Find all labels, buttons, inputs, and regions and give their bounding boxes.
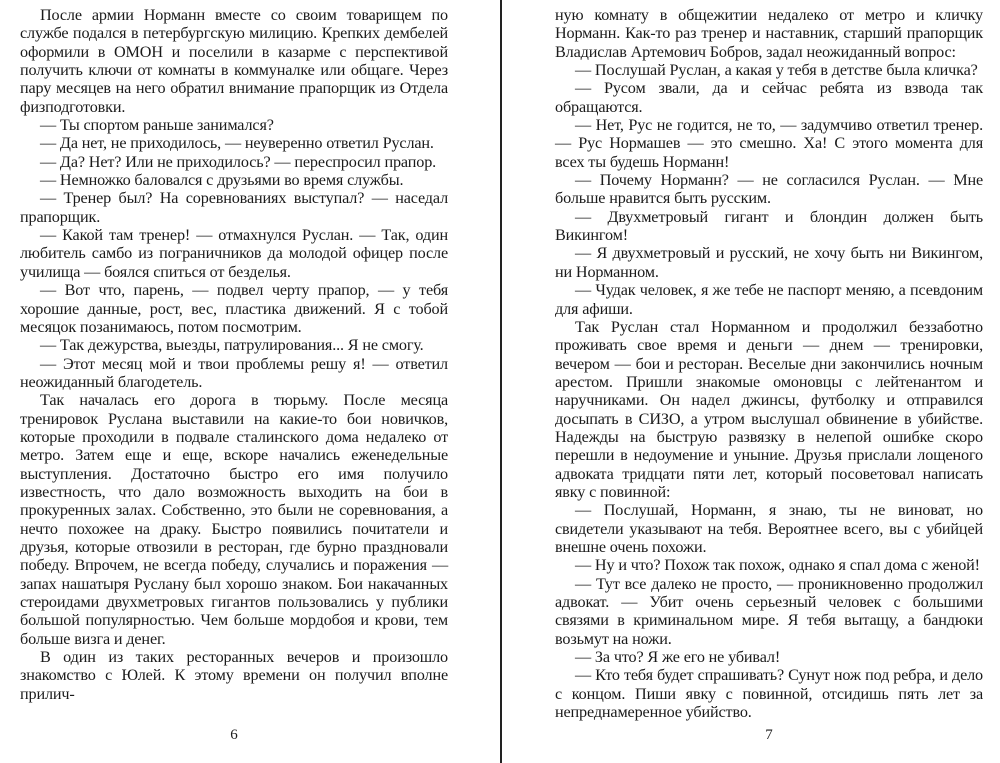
paragraph: — Послушай, Норманн, я знаю, ты не виноват, но свидетели указывают на тебя. Вероятнее всего, вы с убийцей внешне очень похожи. [555, 501, 983, 556]
left-page-number: 6 [230, 727, 238, 743]
page-divider [500, 0, 502, 763]
paragraph: — Тренер был? На соревнованиях выступал? — наседал прапорщик. [20, 189, 448, 226]
paragraph: — Кто тебя будет спрашивать? Сунут нож под ребра, и дело с концом. Пиши явку с повинной, отсидишь пять лет за непреднамеренное убийство. [555, 666, 983, 722]
paragraph: — Тут все далеко не просто, — проникновенно продолжил адвокат. — Убит очень серьезный человек с большими связями в криминальном мире. Я тебя вытащу, а бандюки возьмут на ножи. [555, 574, 983, 648]
right-page-number: 7 [765, 727, 773, 743]
paragraph: — Вот что, парень, — подвел черту прапор, — у тебя хорошие данные, рост, вес, пластика движений. Я с тобой месяцок позанимаюсь, потом посмотрим. [20, 281, 448, 336]
paragraph: — За что? Я же его не убивал! [575, 648, 781, 667]
paragraph: — Да нет, не приходилось, — неуверенно ответил Руслан. [40, 134, 434, 153]
paragraph: — Почему Норманн? — не согласился Руслан. — Мне больше нравится быть русским. [555, 171, 983, 208]
paragraph: Так Руслан стал Норманном и продолжил беззаботно проживать свое время и деньги — днем — тренировки, вечером — бои и ресторан. Веселые дни закончились ночным арестом. Пришли знакомые омоновцы с лейтенантом и наручниками. Он надел джинсы, футболку и отправился досыпать в СИЗО, а утром выслушал обвинение в убийстве. Надежды на быструю развязку в нелепой ошибке скоро перешли в недоумение и уныние. Друзья прислали лощеного адвоката тридцати пяти лет, который посоветовал написать явку с повинной: [555, 317, 983, 501]
paragraph: ную комнату в общежитии недалеко от метро и кличку Норманн. Как-то раз тренер и наставник, старший прапорщик Владислав Артемович Бобров, задал неожиданный вопрос: [555, 6, 983, 61]
paragraph: — Так дежурства, выезды, патрулирования... Я не смогу. [40, 336, 424, 355]
paragraph: — Какой там тренер! — отмахнулся Руслан. — Так, один любитель самбо из пограничников да молодой офицер после училища — боялся спиться от безделья. [20, 226, 448, 281]
left-page [20, 6, 448, 703]
right-page [555, 6, 983, 721]
paragraph: В один из таких ресторанных вечеров и произошло знакомство с Юлей. К этому времени он получил вполне прилич- [20, 648, 448, 703]
paragraph: После армии Норманн вместе со своим товарищем по службе подался в петербургскую милицию. Крепких дембелей оформили в ОМОН и поселили в казарме с перспективой получить ключи от комнаты в коммуналке или общаге. Через пару месяцев на него обратил внимание прапорщик из Отдела физподготовки. [20, 6, 448, 116]
paragraph: — Немножко баловался с друзьями во время службы. [40, 171, 404, 190]
paragraph: — Ну и что? Похож так похож, однако я спал дома с женой! [575, 556, 980, 575]
paragraph: — Послушай Руслан, а какая у тебя в детстве была кличка? [575, 61, 978, 80]
paragraph: — Русом звали, да и сейчас ребята из взвода так обращаются. [555, 79, 983, 116]
paragraph: Так началась его дорога в тюрьму. После месяца тренировок Руслана выставили на какие-то бои новичков, которые проходили в подвале сталинского дома недалеко от метро. Затем еще и еще, вскоре начались еженедельные выступления. Достаточно быстро его имя получило известность, что дало возможность выходить на бои в прокуренных залах. Собственно, это были не соревнования, а нечто похожее на драку. Быстро появились почитатели и друзья, которые отвозили в ресторан, где бурно праздновали победу. Впрочем, не всегда победу, случались и поражения — запах нашатыря Руслану был хорошо знаком. Бои накачанных стероидами двухметровых гигантов пользовались у публики большой популярностью. Чем больше мордобоя и крови, тем больше визга и денег. [20, 391, 448, 648]
paragraph: — Нет, Рус не годится, не то, — задумчиво ответил тренер. — Рус Нормашев — это смешно. Ха! С этого момента для всех ты будешь Норманн! [555, 116, 983, 171]
paragraph: — Да? Нет? Или не приходилось? — переспросил прапор. [40, 152, 437, 171]
paragraph: — Ты спортом раньше занимался? [40, 116, 274, 135]
paragraph: — Я двухметровый и русский, не хочу быть ни Викингом, ни Норманном. [555, 244, 983, 281]
paragraph: — Этот месяц мой и твои проблемы решу я! — ответил неожиданный благодетель. [20, 354, 448, 391]
paragraph: — Чудак человек, я же тебе не паспорт меняю, а псевдоним для афиши. [555, 281, 983, 318]
paragraph: — Двухметровый гигант и блондин должен быть Викингом! [555, 207, 983, 245]
